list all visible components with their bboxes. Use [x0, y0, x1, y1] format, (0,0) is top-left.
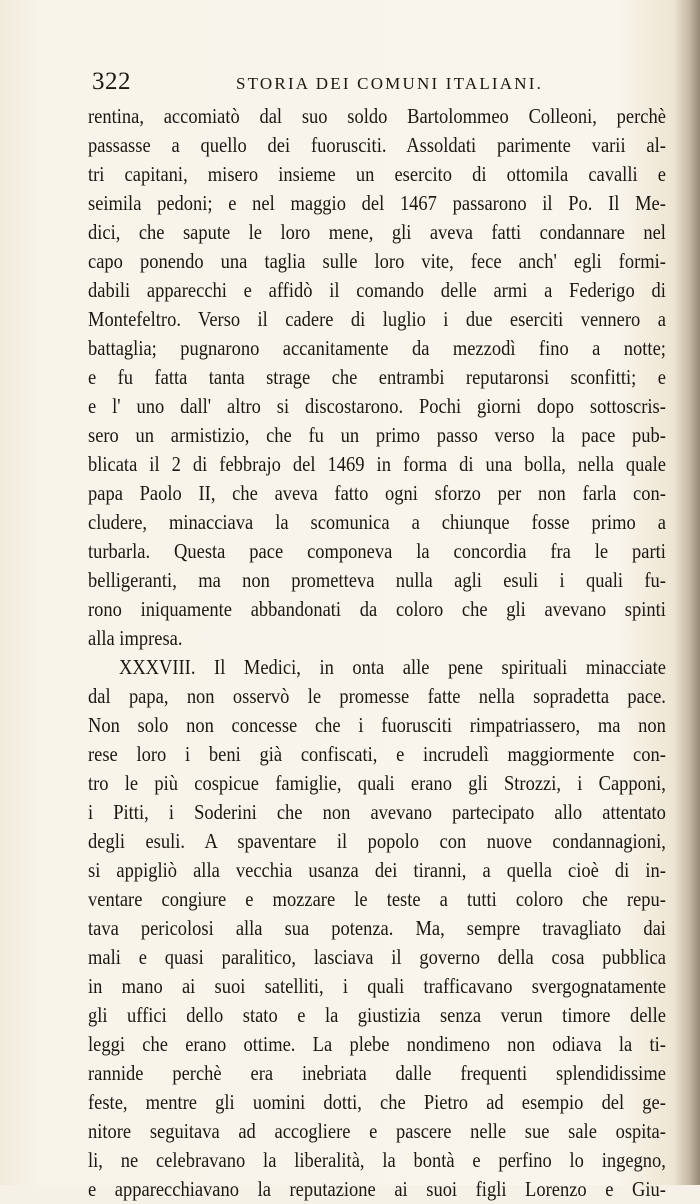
text-line: tava pericolosi alla sua potenza. Ma, sempre travagliato dai	[88, 916, 666, 940]
text-line: i Pitti, i Soderini che non avevano partecipato allo attentato	[88, 800, 666, 824]
section-start-line: XXXVIII. Il Medici, in onta alle pene spirituali minacciate	[118, 655, 666, 679]
text-line: tri capitani, misero insieme un esercito di ottomila cavalli e	[88, 162, 666, 186]
text-line: turbarla. Questa pace componeva la concordia fra le parti	[88, 539, 666, 563]
text-line: e fu fatta tanta strage che entrambi reputaronsi sconfitti; e	[88, 365, 666, 389]
text-line: mali e quasi paralitico, lasciava il governo della cosa pubblica	[88, 945, 666, 969]
text-line: blicata il 2 di febbrajo del 1469 in forma di una bolla, nella quale	[88, 452, 666, 476]
text-line: seimila pedoni; e nel maggio del 1467 passarono il Po. Il Me-	[88, 191, 666, 215]
text-line: in mano ai suoi satelliti, i quali trafficavano svergognatamente	[88, 974, 666, 998]
text-line: Montefeltro. Verso il cadere di luglio i due eserciti vennero a	[88, 307, 666, 331]
text-line: dici, che sapute le loro mene, gli aveva fatti condannare nel	[88, 220, 666, 244]
text-line: Non solo non concesse che i fuorusciti rimpatriassero, ma non	[88, 713, 666, 737]
text-line: rannide perchè era inebriata dalle frequenti splendidissime	[88, 1061, 666, 1085]
text-line: feste, mentre gli uomini dotti, che Pietro ad esempio del ge-	[88, 1090, 666, 1114]
text-line: nitore seguitava ad accogliere e pascere nelle sue sale ospita-	[88, 1119, 666, 1143]
text-line: gli uffici dello stato e la giustizia senza verun timore delle	[88, 1003, 666, 1027]
text-line: sero un armistizio, che fu un primo passo verso la pace pub-	[88, 423, 666, 447]
page-number: 322	[92, 68, 131, 95]
text-line: passasse a quello dei fuorusciti. Assoldati parimente varii al-	[88, 133, 666, 157]
text-line: dal papa, non osservò le promesse fatte nella sopradetta pace.	[88, 684, 666, 708]
text-line: si appigliò alla vecchia usanza dei tiranni, a quella cioè di in-	[88, 858, 666, 882]
running-title: STORIA DEI COMUNI ITALIANI.	[236, 74, 544, 93]
text-line: rono iniquamente abbandonati da coloro che gli avevano spinti	[88, 597, 666, 621]
text-line: rese loro i beni già confiscati, e incrudelì maggiormente con-	[88, 742, 666, 766]
text-line: ventare congiure e mozzare le teste a tutti coloro che repu-	[88, 887, 666, 911]
page-header	[88, 68, 666, 102]
text-line: leggi che erano ottime. La plebe nondimeno non odiava la ti-	[88, 1032, 666, 1056]
text-line: papa Paolo II, che aveva fatto ogni sforzo per non farla con-	[88, 481, 666, 505]
text-line: belligeranti, ma non prometteva nulla agli esuli i quali fu-	[88, 568, 666, 592]
text-line: dabili apparecchi e affidò il comando delle armi a Federigo di	[88, 278, 666, 302]
text-line: degli esuli. A spaventare il popolo con nuove condannagioni,	[88, 829, 666, 853]
text-line: rentina, accomiatò dal suo soldo Bartolommeo Colleoni, perchè	[88, 104, 666, 128]
text-line: li, ne celebravano la liberalità, la bontà e perfino lo ingegno,	[88, 1148, 666, 1172]
text-line: e apparecchiavano la reputazione ai suoi figli Lorenzo e Giu-	[88, 1177, 666, 1201]
body-text	[88, 102, 666, 1204]
text-line: tro le più cospicue famiglie, quali erano gli Strozzi, i Capponi,	[88, 771, 666, 795]
text-line: cludere, minacciava la scomunica a chiunque fosse primo a	[88, 510, 666, 534]
text-line: battaglia; pugnarono accanitamente da mezzodì fino a notte;	[88, 336, 666, 360]
paragraph-end-line: alla impresa.	[88, 626, 183, 650]
text-line: capo ponendo una taglia sulle loro vite, fece anch' egli formi-	[88, 249, 666, 273]
text-line: e l' uno dall' altro si discostarono. Pochi giorni dopo sottoscris-	[88, 394, 666, 418]
page-edge-shadow	[674, 0, 700, 1185]
